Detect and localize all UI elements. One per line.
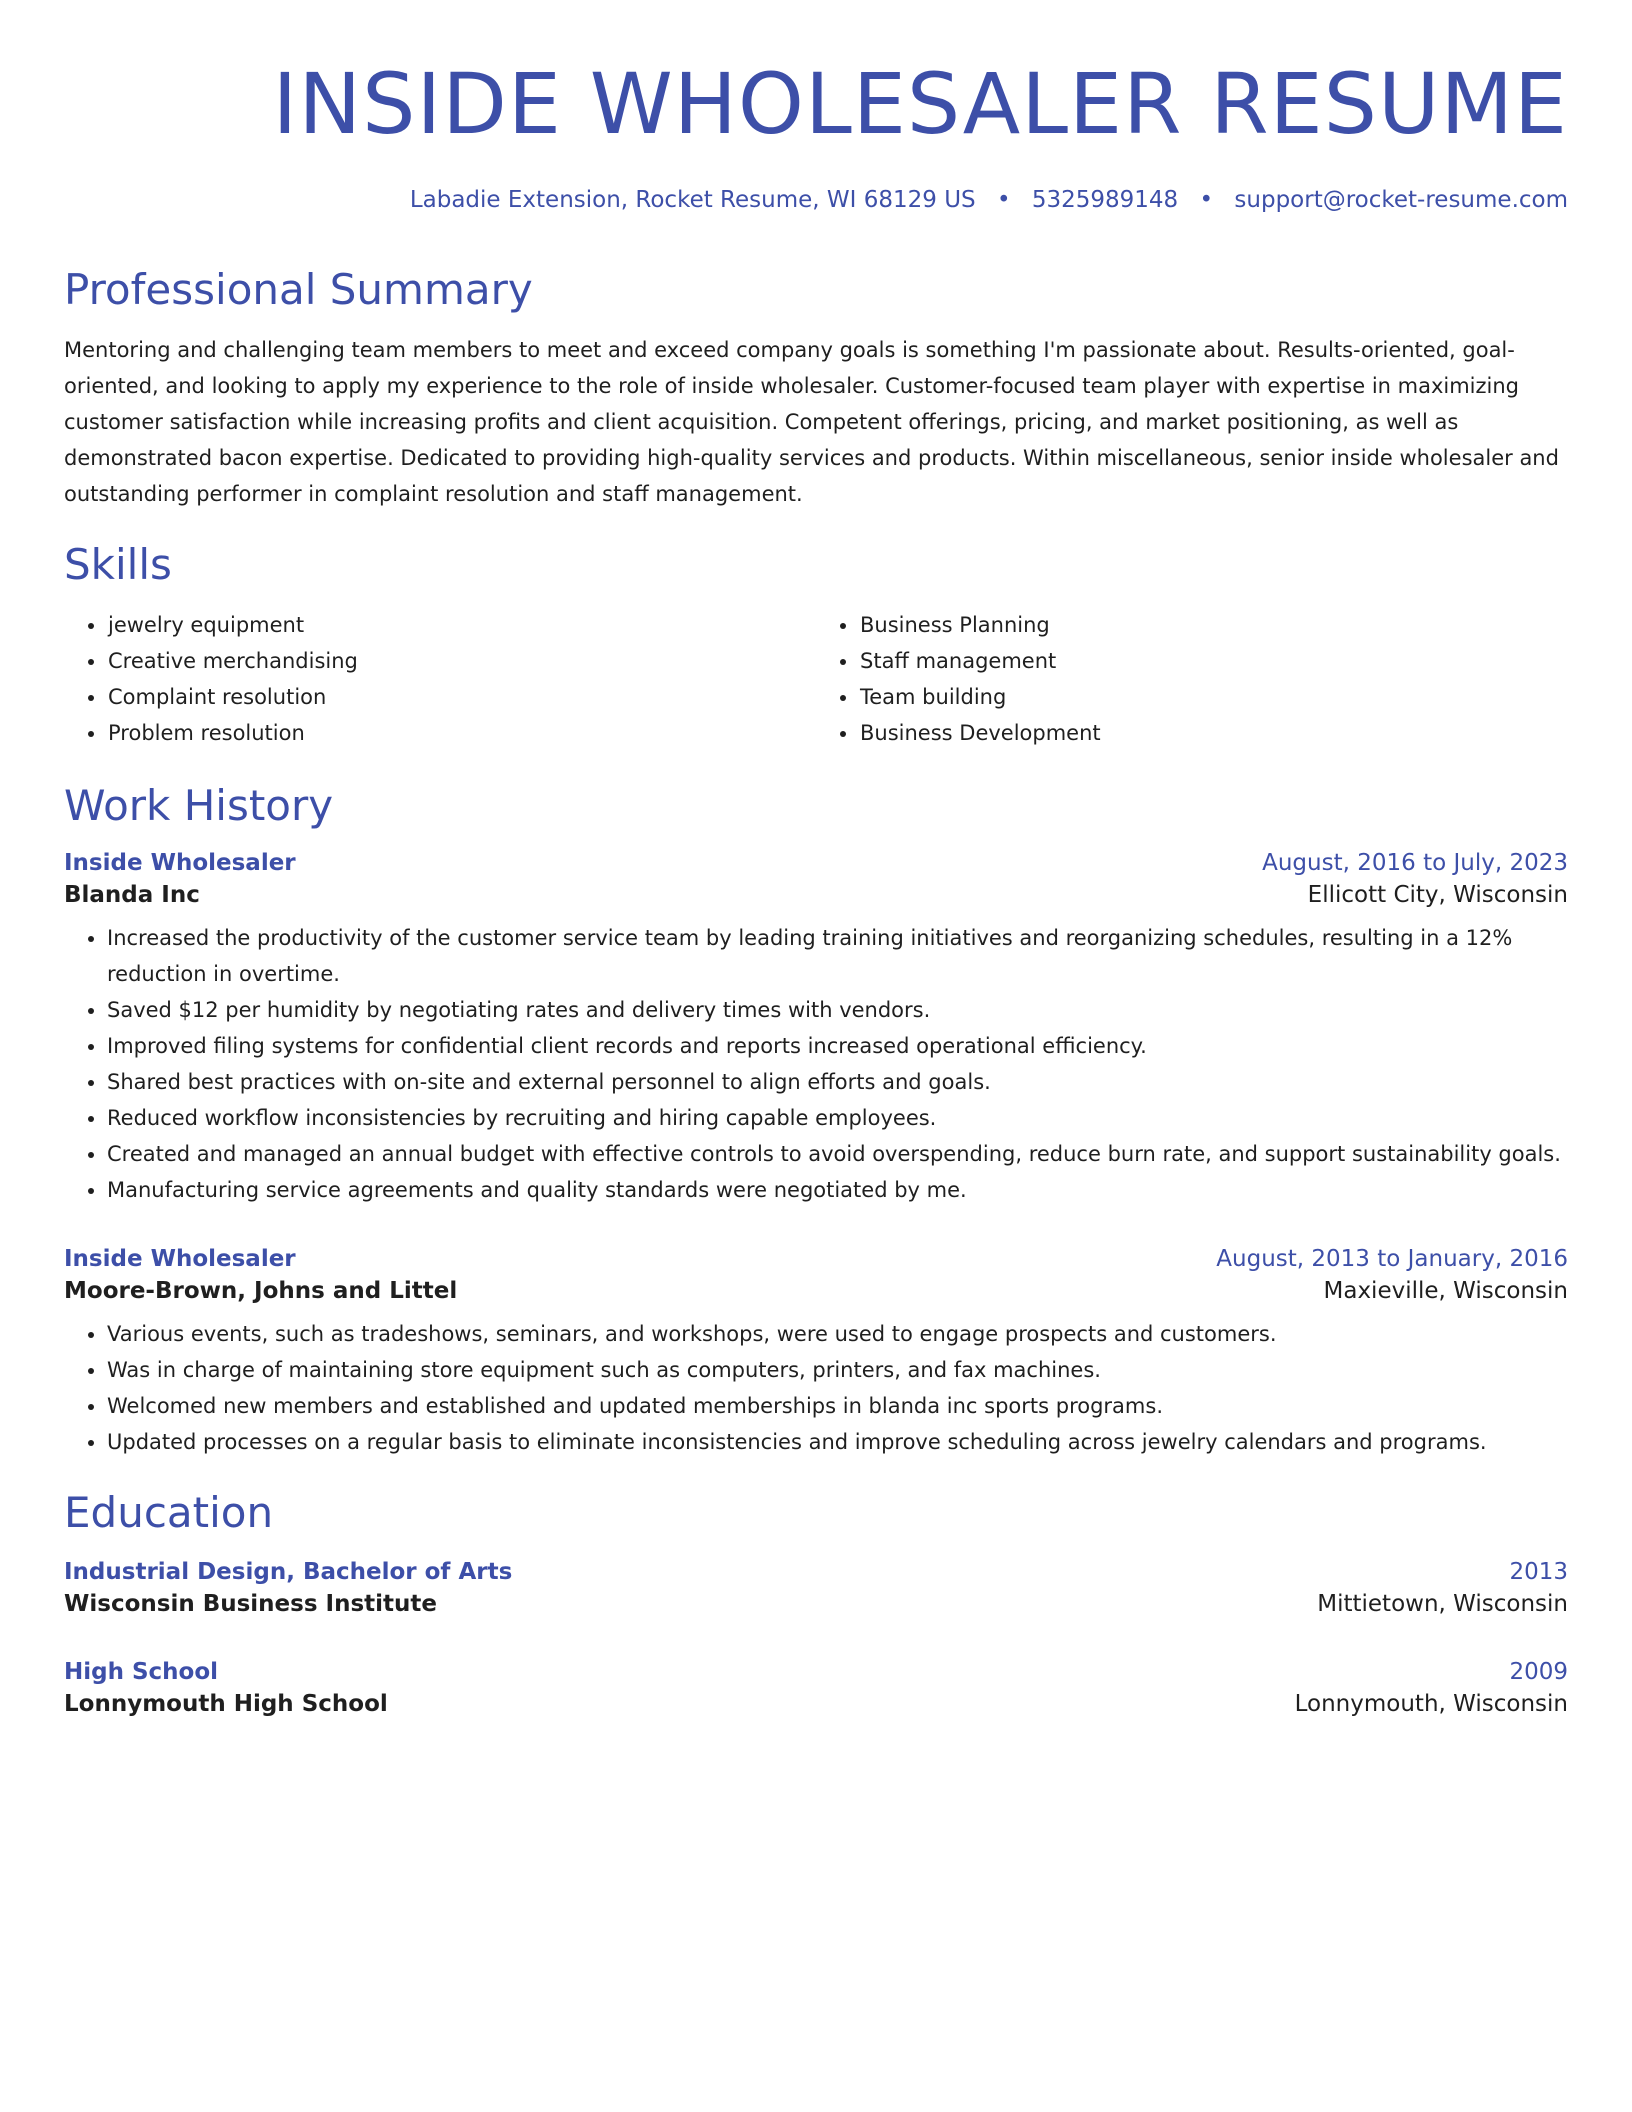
job-bullet: • Shared best practices with on-site and external personnel to align efforts and goals. bbox=[107, 1064, 1568, 1100]
skill-item: • Creative merchandising bbox=[107, 643, 816, 679]
resume-title: INSIDE WHOLESALER RESUME bbox=[272, 55, 1568, 153]
job-bullet: • Updated processes on a regular basis to eliminate inconsistencies and improve scheduling across jewelry calendars and programs. bbox=[107, 1424, 1568, 1460]
job-dates: August, 2013 to January, 2016 bbox=[1216, 1245, 1568, 1272]
job-bullet: • Manufacturing service agreements and quality standards were negotiated by me. bbox=[107, 1172, 1568, 1208]
job-bullet: • Was in charge of maintaining store equipment such as computers, printers, and fax machines. bbox=[107, 1352, 1568, 1388]
job-bullets bbox=[64, 920, 1568, 1208]
work-history-heading: Work History bbox=[64, 780, 334, 830]
job-bullet: • Saved $12 per humidity by negotiating rates and delivery times with vendors. bbox=[107, 992, 1568, 1028]
skills-section bbox=[64, 540, 1568, 751]
job-entry bbox=[64, 1246, 1568, 1460]
skill-item: • Problem resolution bbox=[107, 715, 816, 751]
school-name: Wisconsin Business Institute bbox=[64, 1590, 438, 1617]
job-location: Maxieville, Wisconsin bbox=[1323, 1277, 1568, 1304]
skill-item: • Business Development bbox=[859, 715, 1568, 751]
degree-name: High School bbox=[64, 1658, 219, 1685]
school-location: Mittietown, Wisconsin bbox=[1317, 1590, 1568, 1617]
education-heading: Education bbox=[64, 1487, 274, 1537]
company-name: Blanda Inc bbox=[64, 881, 200, 908]
graduation-year: 2009 bbox=[1509, 1658, 1568, 1685]
education-entry bbox=[64, 1659, 1568, 1717]
summary-section bbox=[64, 265, 1568, 512]
skill-item: • jewelry equipment bbox=[107, 607, 816, 643]
job-bullet: • Created and managed an annual budget with effective controls to avoid overspending, reduce burn rate, and support sustainability goals. bbox=[107, 1136, 1568, 1172]
job-location: Ellicott City, Wisconsin bbox=[1307, 881, 1568, 908]
job-title: Inside Wholesaler bbox=[64, 849, 296, 876]
skills-column-left bbox=[64, 607, 816, 751]
skill-item: • Team building bbox=[859, 679, 1568, 715]
education-section bbox=[64, 1488, 1568, 1717]
graduation-year: 2013 bbox=[1509, 1558, 1568, 1585]
work-history-section bbox=[64, 781, 1568, 1460]
job-bullets bbox=[64, 1316, 1568, 1460]
school-location: Lonnymouth, Wisconsin bbox=[1294, 1690, 1568, 1717]
skill-item: • Staff management bbox=[859, 643, 1568, 679]
contact-line bbox=[64, 187, 1568, 213]
skills-heading: Skills bbox=[64, 539, 172, 589]
job-bullet: • Improved filing systems for confidential client records and reports increased operational efficiency. bbox=[107, 1028, 1568, 1064]
degree-name: Industrial Design, Bachelor of Arts bbox=[64, 1558, 513, 1585]
skills-column-right bbox=[816, 607, 1568, 751]
school-name: Lonnymouth High School bbox=[64, 1690, 388, 1717]
job-bullet: • Various events, such as tradeshows, seminars, and workshops, were used to engage prospects and customers. bbox=[107, 1316, 1568, 1352]
job-title: Inside Wholesaler bbox=[64, 1245, 296, 1272]
company-name: Moore-Brown, Johns and Littel bbox=[64, 1277, 458, 1304]
skill-item: • Business Planning bbox=[859, 607, 1568, 643]
skills-grid bbox=[64, 607, 1568, 751]
job-dates: August, 2016 to July, 2023 bbox=[1262, 849, 1568, 876]
summary-text: Mentoring and challenging team members to meet and exceed company goals is something I'm passionate about. Results-oriented, goal-oriented, and looking to apply my experience to the role of inside wholesaler. Customer-focused team player with expertise in maximizing customer satisfaction while increasing profits and client acquisition. Competent offerings, pricing, and market positioning, as well as demonstrated bacon expertise. Dedicated to providing high-quality services and products. Within miscellaneous, senior inside wholesaler and outstanding performer in complaint resolution and staff management. bbox=[64, 337, 1559, 506]
job-bullet: • Welcomed new members and established and updated memberships in blanda inc sports programs. bbox=[107, 1388, 1568, 1424]
contact-email: support@rocket-resume.com bbox=[1234, 186, 1568, 213]
education-entry bbox=[64, 1559, 1568, 1617]
job-entry bbox=[64, 850, 1568, 1208]
contact-phone: 5325989148 bbox=[1031, 186, 1179, 213]
job-bullet: • Reduced workflow inconsistencies by recruiting and hiring capable employees. bbox=[107, 1100, 1568, 1136]
contact-address: Labadie Extension, Rocket Resume, WI 68129 US bbox=[409, 186, 976, 213]
contact-separator: • bbox=[1199, 186, 1214, 213]
job-bullet: • Increased the productivity of the customer service team by leading training initiatives and reorganizing schedules, resulting in a 12% reduction in overtime. bbox=[107, 920, 1568, 992]
summary-heading: Professional Summary bbox=[64, 264, 533, 314]
contact-separator: • bbox=[996, 186, 1011, 213]
skill-item: • Complaint resolution bbox=[107, 679, 816, 715]
